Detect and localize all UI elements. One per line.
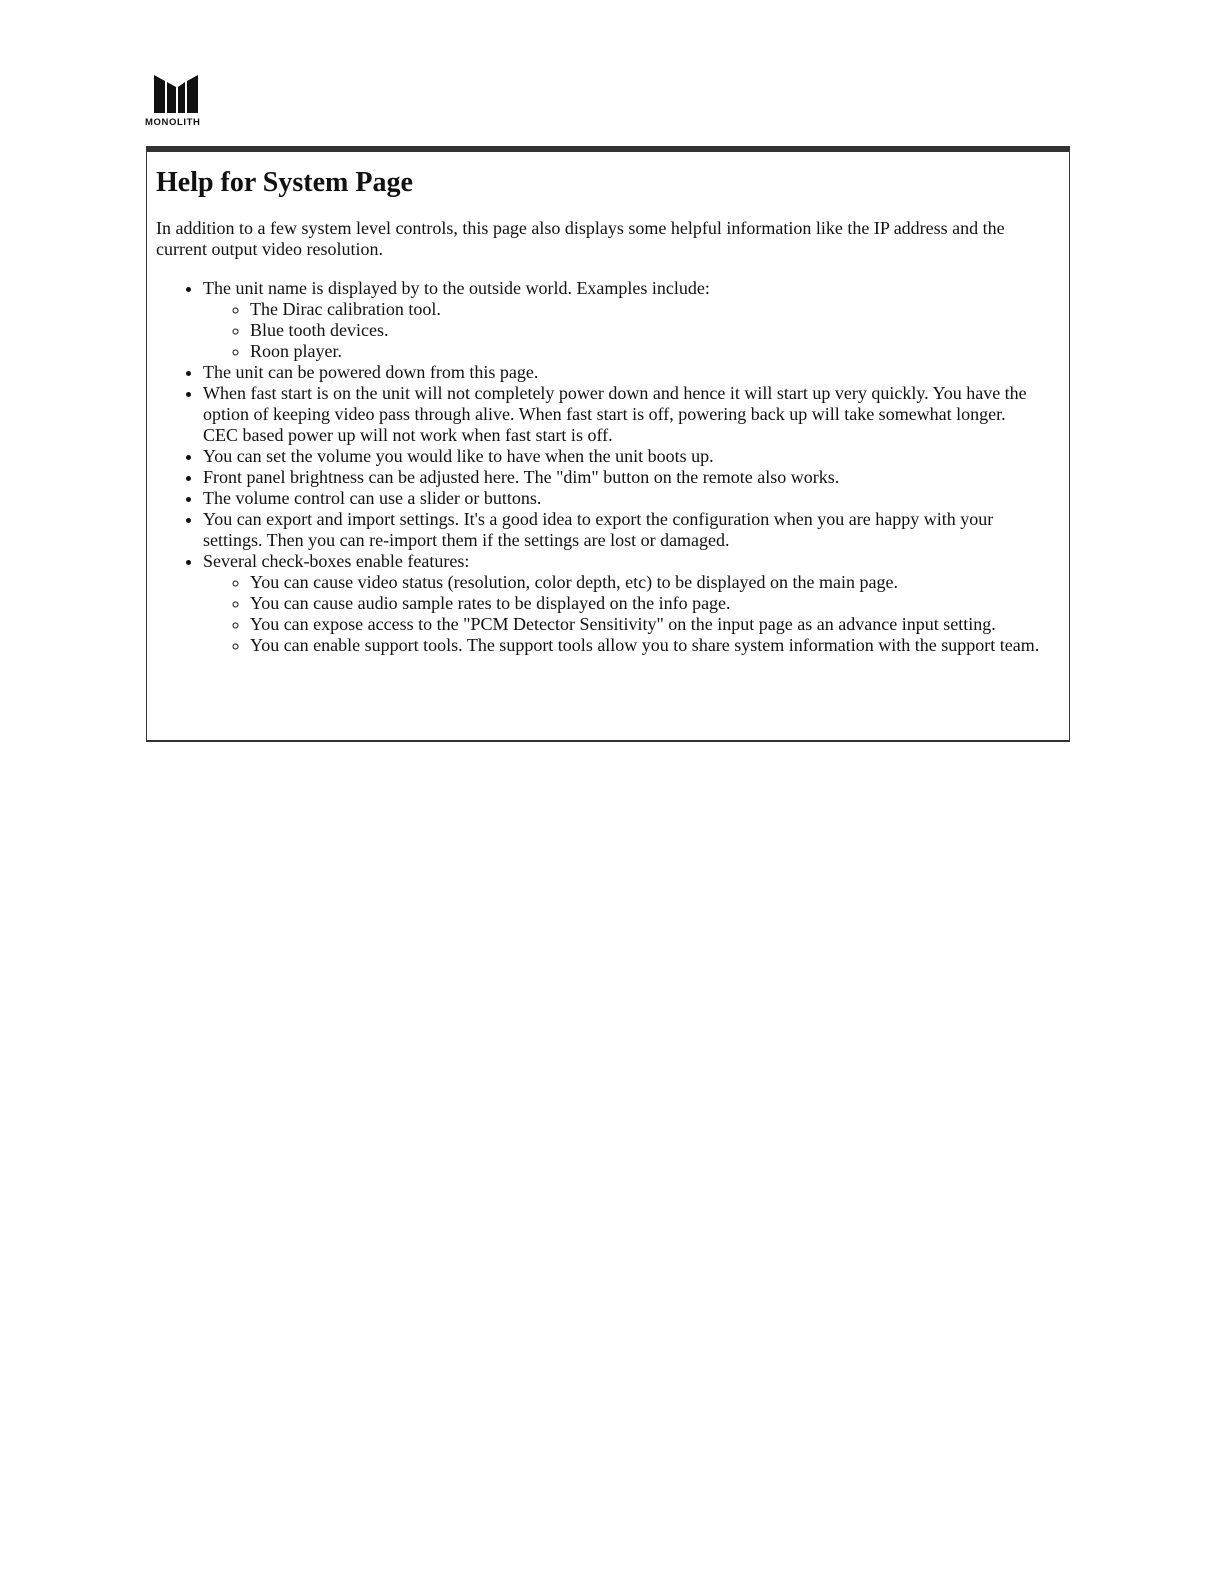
list-item-text: Several check-boxes enable features: [203, 551, 470, 571]
sub-list-item: ◦ You can cause audio sample rates to be displayed on the info page. [250, 593, 1041, 614]
list-item-text: The unit name is displayed by to the outside world. Examples include: [203, 278, 710, 298]
monolith-logo [145, 73, 209, 129]
list-item: • You can set the volume you would like to have when the unit boots up. [203, 446, 1041, 467]
intro-paragraph: In addition to a few system level controls, this page also displays some helpful information like the IP address and the current output video resolution. [156, 218, 1005, 259]
help-content [156, 152, 1041, 656]
sub-list-item: ◦ Blue tooth devices. [250, 320, 1041, 341]
list-item [203, 278, 1041, 362]
logo-wordmark: MONOLITH [145, 117, 201, 128]
sub-list-item: ◦ You can cause video status (resolution, color depth, etc) to be displayed on the main page. [250, 572, 1041, 593]
sub-list-item: ◦ Roon player. [250, 341, 1041, 362]
monolith-logo-icon [154, 73, 198, 113]
list-item: • When fast start is on the unit will not completely power down and hence it will start up very quickly. You have the option of keeping video pass through alive. When fast start is off, powering back up will take somewhat longer. CEC based power up will not work when fast start is off. [203, 383, 1041, 446]
list-item: • The volume control can use a slider or buttons. [203, 488, 1041, 509]
list-item: • The unit can be powered down from this page. [203, 362, 1041, 383]
list-item: • You can export and import settings. It's a good idea to export the configuration when you are happy with your settings. Then you can re-import them if the settings are lost or damaged. [203, 509, 1041, 551]
sub-list [203, 572, 1041, 656]
help-panel [146, 146, 1070, 742]
help-list [156, 278, 1041, 656]
page-title: Help for System Page [156, 167, 413, 198]
sub-list-item: ◦ You can expose access to the "PCM Detector Sensitivity" on the input page as an advance input setting. [250, 614, 1041, 635]
list-item [203, 551, 1041, 656]
list-item: • Front panel brightness can be adjusted here. The "dim" button on the remote also works. [203, 467, 1041, 488]
sub-list-item: ◦ The Dirac calibration tool. [250, 299, 1041, 320]
sub-list-item: ◦ You can enable support tools. The support tools allow you to share system information with the support team. [250, 635, 1041, 656]
sub-list [203, 299, 1041, 362]
